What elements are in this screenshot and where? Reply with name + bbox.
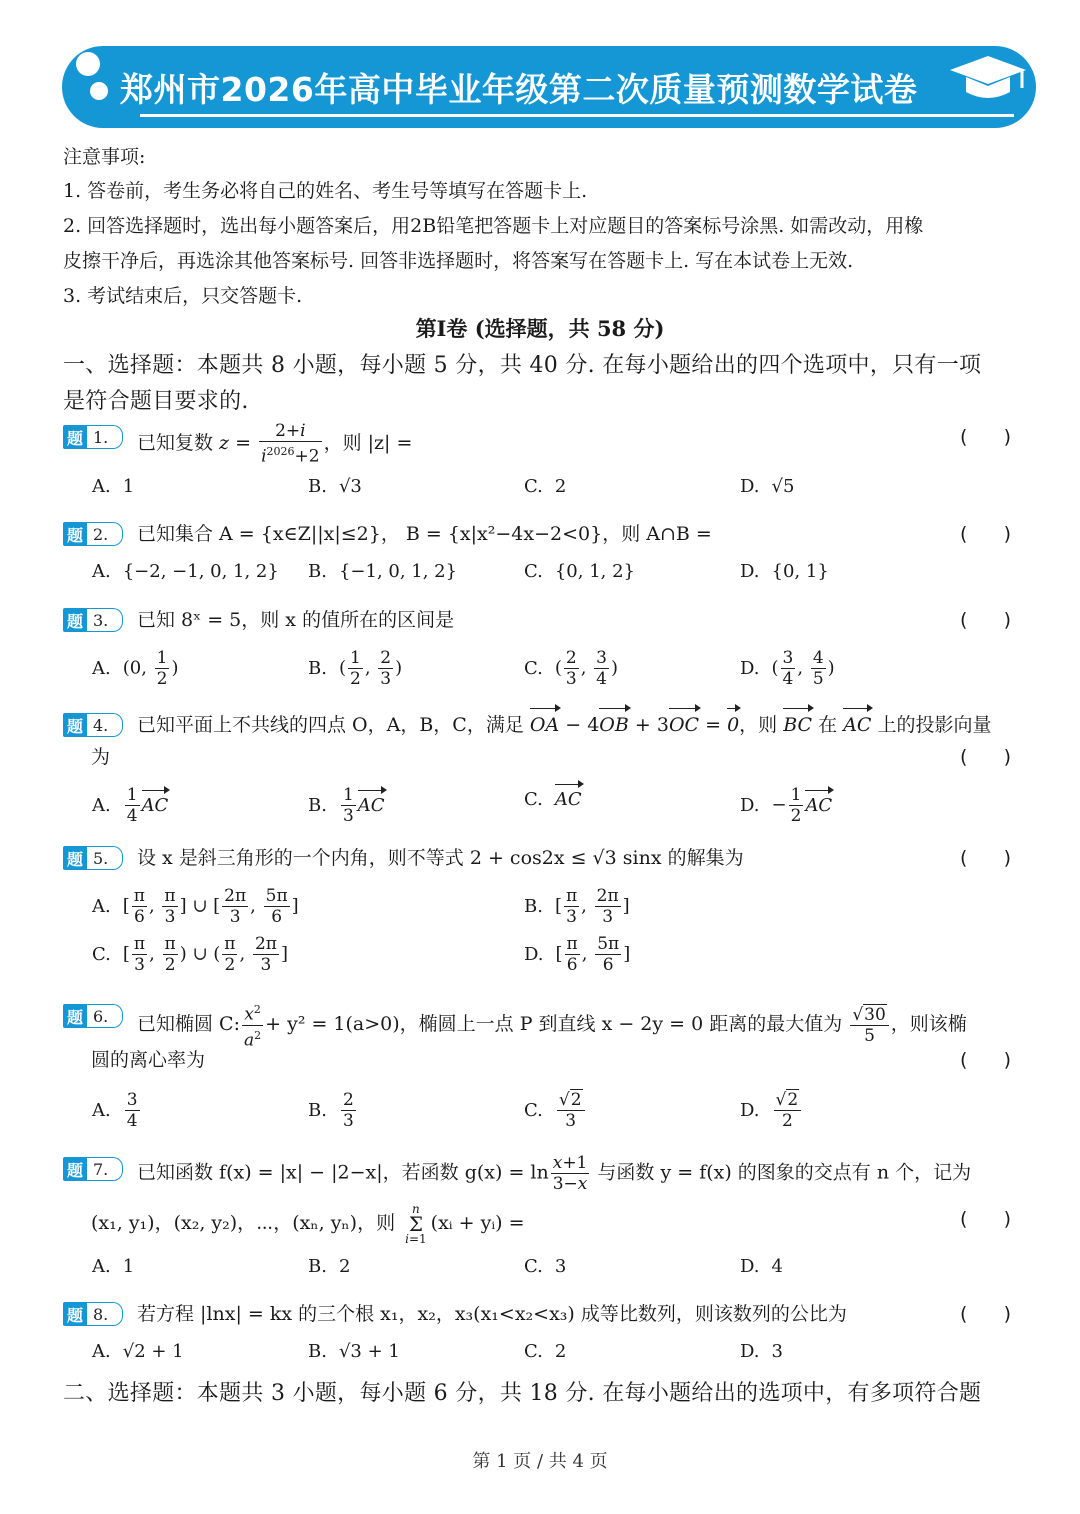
section-heading: 是符合题目要求的.: [63, 389, 249, 414]
title-banner: [62, 46, 1036, 128]
question-badge: [63, 1156, 123, 1182]
option: A. √2 + 1: [92, 1341, 184, 1362]
question-text: 已知平面上不共线的四点 O，A，B，C，满足 OA − 4OB + 3OC = 0，则 BC 在 AC 上的投影向量: [137, 709, 992, 741]
question-text: 若方程 |lnx| = kx 的三个根 x₁，x₂，x₃(x₁<x₂<x₃) 成等比数列，则该数列的公比为: [137, 1303, 847, 1325]
badge-label: 题: [63, 713, 87, 737]
option: C. 2: [524, 1341, 567, 1362]
option: A. 1: [92, 1256, 135, 1277]
question-text: (x₁, y₁)，(x₂, y₂)，⋯，(xₙ, yₙ)，则 n Σ i=1 (xᵢ + yᵢ) =: [91, 1202, 525, 1246]
question-badge: [63, 424, 123, 450]
exam-title: 郑州市2026年高中毕业年级第二次质量预测数学试卷: [120, 70, 918, 109]
question-number: 7.: [87, 1157, 123, 1181]
option: B. √3 + 1: [308, 1341, 400, 1362]
note-item: 皮擦干净后，再选涂其他答案标号. 回答非选择题时，将答案写在答题卡上. 写在本试卷上无效.: [63, 250, 854, 272]
section-heading: 一、选择题：本题共 8 小题，每小题 5 分，共 40 分. 在每小题给出的四个选项中，只有一项: [63, 353, 982, 378]
question-number: 5.: [87, 846, 123, 870]
question-7-line2: [63, 1202, 1011, 1246]
answer-bracket: ( ): [959, 1208, 1011, 1230]
section-heading: 二、选择题：本题共 3 小题，每小题 6 分，共 18 分. 在每小题给出的选项中，有多项符合题: [63, 1381, 982, 1406]
banner-dot: [90, 82, 108, 100]
question-3: [63, 604, 1011, 634]
badge-label: 题: [63, 608, 87, 632]
option: C. {0, 1, 2}: [524, 561, 636, 582]
option: B. [ $\frac{\pi}{3}$ , $\frac{2\pi}{3}$ ]: [524, 886, 630, 927]
badge-label: 题: [63, 425, 87, 449]
option: C. ( $\frac{2}{3}$ , $\frac{3}{4}$ ): [524, 648, 619, 689]
option: A. (0, $\frac{1}{2}$ ): [92, 648, 179, 689]
option: B. 2: [308, 1256, 351, 1277]
badge-label: 题: [63, 522, 87, 546]
answer-bracket: ( ): [959, 609, 1011, 631]
question-badge: [63, 1301, 123, 1327]
question-badge: [63, 607, 123, 633]
question-text: 设 x 是斜三角形的一个内角，则不等式 2 + cos2x ≤ √3 sinx 的解集为: [137, 847, 744, 869]
badge-label: 题: [63, 1157, 87, 1181]
answer-bracket: ( ): [959, 1049, 1011, 1071]
question-text: 已知集合 A = {x∈Z||x|≤2}， B = {x|x²−4x−2<0}，则 A∩B =: [137, 523, 712, 545]
question-text: 圆的离心率为: [91, 1049, 206, 1071]
option: B. $\frac{1}{3}$ AC: [308, 785, 385, 826]
question-text: 已知复数 z = $\frac{2+i}{i^{2026}+2}$ ，则 |z| =: [137, 421, 413, 467]
option: D. √5: [740, 476, 795, 497]
badge-label: 题: [63, 1302, 87, 1326]
question-text: 为: [91, 746, 111, 768]
badge-label: 题: [63, 1004, 87, 1028]
question-4: [63, 709, 1003, 739]
question-8: [63, 1298, 1011, 1328]
answer-bracket: ( ): [959, 523, 1011, 545]
question-number: 6.: [87, 1004, 123, 1028]
option: D. 4: [740, 1256, 783, 1277]
question-text: 已知椭圆 C: $\frac{x^2}{a^2}$ + y² = 1(a>0)，椭圆上一点 P 到直线 x − 2y = 0 距离的最大值为 $\frac{√30}{5}$ ，则该椭: [137, 1000, 967, 1050]
answer-bracket: ( ): [959, 1303, 1011, 1325]
option: A. [ $\frac{\pi}{6}$ , $\frac{\pi}{3}$ ] ∪ [ $\frac{2\pi}{3}$ , $\frac{5\pi}{6}$ ]: [92, 886, 299, 927]
option: C. $\frac{√2}{3}$: [524, 1090, 587, 1131]
question-5: [63, 842, 1011, 872]
answer-bracket: ( ): [959, 426, 1011, 448]
question-text: 已知函数 f(x) = |x| − |2−x|，若函数 g(x) = ln $\frac{x+1}{3-x}$ 与函数 y = f(x) 的图象的交点有 n 个，记为: [137, 1153, 972, 1194]
option: B. √3: [308, 476, 362, 497]
question-badge: [63, 1003, 123, 1029]
option: D. − $\frac{1}{2}$ AC: [740, 785, 833, 826]
question-4-line2: [63, 741, 1011, 771]
banner-underline: [140, 114, 1014, 117]
option: C. [ $\frac{\pi}{3}$ , $\frac{\pi}{2}$ ) ∪ ( $\frac{\pi}{2}$ , $\frac{2\pi}{3}$ ]: [92, 934, 288, 975]
question-6: [63, 1000, 1003, 1051]
answer-bracket: ( ): [959, 746, 1011, 768]
graduation-cap-icon: [948, 50, 1028, 110]
option: B. {−1, 0, 1, 2}: [308, 561, 458, 582]
option: A. {−2, −1, 0, 1, 2}: [92, 561, 279, 582]
option: C. AC: [524, 785, 582, 815]
question-7: [63, 1153, 1003, 1194]
option: D. $\frac{√2}{2}$: [740, 1090, 803, 1131]
note-item: 2. 回答选择题时，选出每小题答案后，用2B铅笔把答题卡上对应题目的答案标号涂黑. 如需改动，用橡: [63, 215, 924, 237]
option: D. 3: [740, 1341, 783, 1362]
question-badge: [63, 712, 123, 738]
option: A. $\frac{1}{4}$ AC: [92, 785, 169, 826]
answer-bracket: ( ): [959, 847, 1011, 869]
option: C. 3: [524, 1256, 567, 1277]
note-item: 1. 答卷前，考生务必将自己的姓名、考生号等填写在答题卡上.: [63, 180, 588, 202]
page-footer: 第 1 页 / 共 4 页: [472, 1451, 608, 1472]
question-number: 4.: [87, 713, 123, 737]
option: D. {0, 1}: [740, 561, 829, 582]
option: D. ( $\frac{3}{4}$ , $\frac{4}{5}$ ): [740, 648, 835, 689]
question-2: [63, 518, 1011, 548]
option: A. 1: [92, 476, 135, 497]
question-badge: [63, 845, 123, 871]
question-number: 1.: [87, 425, 123, 449]
question-badge: [63, 521, 123, 547]
option: D. [ $\frac{\pi}{6}$ , $\frac{5\pi}{6}$ ]: [524, 934, 631, 975]
banner-dot: [76, 52, 100, 76]
question-text: 已知 8ˣ = 5，则 x 的值所在的区间是: [137, 609, 455, 631]
badge-label: 题: [63, 846, 87, 870]
note-item: 3. 考试结束后，只交答题卡.: [63, 285, 303, 307]
question-number: 3.: [87, 608, 123, 632]
option: A. $\frac{3}{4}$: [92, 1090, 138, 1131]
option: C. 2: [524, 476, 567, 497]
option: B. ( $\frac{1}{2}$ , $\frac{2}{3}$ ): [308, 648, 403, 689]
notes-heading: 注意事项:: [63, 146, 146, 168]
question-1: [63, 421, 1011, 467]
question-number: 2.: [87, 522, 123, 546]
question-6-line2: [63, 1044, 1011, 1074]
question-number: 8.: [87, 1302, 123, 1326]
option: B. $\frac{2}{3}$: [308, 1090, 354, 1131]
part-title: 第Ⅰ卷 (选择题，共 58 分): [415, 316, 665, 341]
